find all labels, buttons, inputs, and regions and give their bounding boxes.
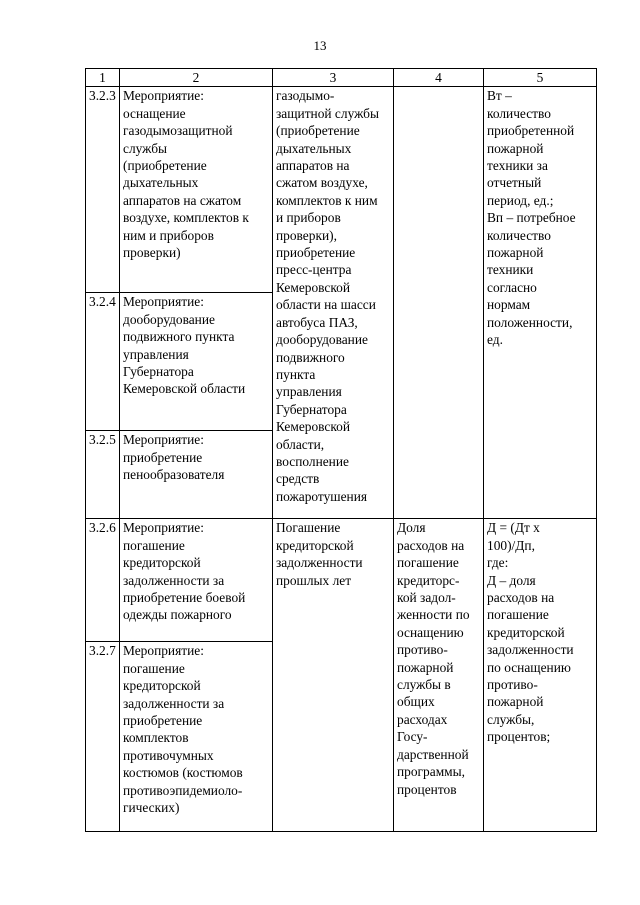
cell-text-line: Госу- bbox=[397, 729, 428, 745]
cell-text-line: пункта bbox=[276, 366, 316, 382]
header-col-1: 1 bbox=[86, 69, 120, 87]
cell-text-line: согласно bbox=[487, 279, 537, 295]
row-number: 3.2.5 bbox=[86, 431, 120, 519]
cell-text-line: приобретение bbox=[123, 449, 203, 465]
cell-text-line: газодымо- bbox=[276, 88, 335, 104]
cell-text-line: погашение bbox=[123, 660, 185, 676]
cell-text-line: пресс-центра bbox=[276, 262, 352, 278]
cell-text-line: прошлых лет bbox=[276, 572, 352, 588]
cell-text-line: гических) bbox=[123, 800, 180, 816]
cell-text-line: костюмов (костюмов bbox=[123, 765, 243, 781]
cell-text-line: процентов; bbox=[487, 729, 551, 745]
cell-text-line: 100)/Дп, bbox=[487, 537, 535, 553]
cell-text-line: дарственной bbox=[397, 746, 469, 762]
cell-text-line: процентов bbox=[397, 781, 457, 797]
cell-text-line: отчетный bbox=[487, 175, 542, 191]
cell-text-line: приобретение bbox=[123, 713, 203, 729]
cell-text-line: техники за bbox=[487, 158, 548, 174]
cell-text-line: женности по bbox=[397, 607, 470, 623]
cell-text-line: Мероприятие: bbox=[123, 520, 204, 536]
cell-text-line: пожарной bbox=[487, 245, 544, 261]
cell-text-line: кредиторской bbox=[276, 537, 354, 553]
measure-description bbox=[120, 519, 273, 642]
cell-text-line: сжатом воздухе, bbox=[276, 175, 368, 191]
cell-text-line: Кемеровской области bbox=[123, 381, 246, 397]
cell-text-line: Мероприятие: bbox=[123, 88, 204, 104]
cell-text-line: Мероприятие: bbox=[123, 432, 204, 448]
cell-text-line: Д = (Дт х bbox=[487, 520, 540, 536]
cell-text-line: проверки) bbox=[123, 245, 181, 261]
group1-col3-cell bbox=[273, 87, 394, 519]
cell-text-line: противо- bbox=[487, 677, 538, 693]
cell-text-line: дооборудование bbox=[123, 311, 215, 327]
cell-text-line: службы bbox=[123, 140, 168, 156]
cell-text-line: управления bbox=[276, 384, 342, 400]
cell-text-line: Мероприятие: bbox=[123, 643, 204, 659]
cell-text-line: приобретенной bbox=[487, 123, 575, 139]
cell-text-line: области на шасси bbox=[276, 297, 376, 313]
cell-text-line: и приборов bbox=[276, 210, 341, 226]
cell-text-line: (приобретение bbox=[276, 123, 360, 139]
cell-text-line: службы в bbox=[397, 677, 451, 693]
header-col-4: 4 bbox=[394, 69, 484, 87]
cell-text-line: Доля bbox=[397, 520, 426, 536]
cell-text-line: (приобретение bbox=[123, 158, 207, 174]
header-row bbox=[86, 69, 597, 87]
cell-text-line: Вт – bbox=[487, 88, 512, 104]
cell-text-line: задолженности за bbox=[123, 695, 225, 711]
cell-text-line: погашение bbox=[487, 607, 549, 623]
page-number: 13 bbox=[313, 38, 327, 53]
cell-text-line: аппаратов на сжатом bbox=[123, 192, 242, 208]
cell-text-line: приобретение боевой bbox=[123, 590, 246, 606]
cell-text-line: расходов на bbox=[397, 537, 465, 553]
cell-text-line: подвижного пункта bbox=[123, 329, 235, 345]
cell-text-line: средств bbox=[276, 471, 320, 487]
cell-text-line: одежды пожарного bbox=[123, 607, 232, 623]
cell-text-line: аппаратов на bbox=[276, 158, 350, 174]
cell-text-line: восполнение bbox=[276, 453, 349, 469]
cell-text-line: приобретение bbox=[276, 245, 356, 261]
cell-text-line: пожарной bbox=[487, 694, 544, 710]
cell-text-line: Губернатора bbox=[276, 401, 347, 417]
cell-text-line: управления bbox=[123, 346, 189, 362]
group1-col4-cell bbox=[394, 87, 484, 519]
row-number: 3.2.4 bbox=[86, 293, 120, 431]
cell-text-line: пожарной bbox=[397, 659, 454, 675]
cell-text-line: автобуса ПАЗ, bbox=[276, 314, 358, 330]
cell-text-line: Д – доля bbox=[487, 572, 536, 588]
cell-text-line: оснащение bbox=[123, 105, 186, 121]
cell-text-line: задолженности за bbox=[123, 572, 225, 588]
cell-text-line: кредиторс- bbox=[397, 572, 460, 588]
cell-text-line: дооборудование bbox=[276, 332, 368, 348]
cell-text-line: проверки), bbox=[276, 227, 337, 243]
measure-description bbox=[120, 293, 273, 431]
row-number: 3.2.6 bbox=[86, 519, 120, 642]
cell-text-line: пенообразователя bbox=[123, 467, 225, 483]
table-row bbox=[86, 519, 597, 642]
cell-text-line: нормам bbox=[487, 297, 531, 313]
header-col-3: 3 bbox=[273, 69, 394, 87]
cell-text-line: кредиторской bbox=[487, 624, 565, 640]
cell-text-line: дыхательных bbox=[123, 175, 199, 191]
cell-text-line: воздухе, комплектов к bbox=[123, 210, 249, 226]
row-number: 3.2.3 bbox=[86, 87, 120, 293]
cell-text-line: ед. bbox=[487, 332, 503, 348]
cell-text-line: Мероприятие: bbox=[123, 294, 204, 310]
cell-text-line: кредиторской bbox=[123, 555, 201, 571]
cell-text-line: количество bbox=[487, 105, 551, 121]
cell-text-line: ним и приборов bbox=[123, 227, 214, 243]
cell-text-line: положенности, bbox=[487, 314, 573, 330]
cell-text-line: дыхательных bbox=[276, 140, 352, 156]
cell-text-line: Губернатора bbox=[123, 364, 194, 380]
header-col-2: 2 bbox=[120, 69, 273, 87]
cell-text-line: Вп – потребное bbox=[487, 210, 576, 226]
measure-description bbox=[120, 642, 273, 832]
cell-text-line: защитной службы bbox=[276, 105, 379, 121]
cell-text-line: расходах bbox=[397, 711, 448, 727]
cell-text-line: кой задол- bbox=[397, 590, 456, 606]
program-measures-table bbox=[85, 68, 597, 832]
cell-text-line: подвижного bbox=[276, 349, 345, 365]
cell-text-line: службы, bbox=[487, 711, 535, 727]
cell-text-line: оснащению bbox=[397, 624, 464, 640]
cell-text-line: противо- bbox=[397, 642, 448, 658]
cell-text-line: пожаротушения bbox=[276, 488, 368, 504]
cell-text-line: области, bbox=[276, 436, 325, 452]
cell-text-line: погашение bbox=[397, 555, 459, 571]
cell-text-line: комплектов к ним bbox=[276, 192, 378, 208]
cell-text-line: противочумных bbox=[123, 747, 214, 763]
table-row bbox=[86, 87, 597, 293]
cell-text-line: задолженности bbox=[487, 642, 574, 658]
header-col-5: 5 bbox=[484, 69, 597, 87]
cell-text-line: задолженности bbox=[276, 555, 363, 571]
group2-col4-cell bbox=[394, 519, 484, 832]
cell-text-line: Погашение bbox=[276, 520, 341, 536]
cell-text-line: Кемеровской bbox=[276, 419, 351, 435]
cell-text-line: где: bbox=[487, 555, 509, 571]
cell-text-line: кредиторской bbox=[123, 678, 201, 694]
cell-text-line: комплектов bbox=[123, 730, 189, 746]
cell-text-line: противоэпидемиоло- bbox=[123, 782, 243, 798]
cell-text-line: расходов на bbox=[487, 590, 555, 606]
group2-col3-cell bbox=[273, 519, 394, 832]
group2-col5-cell bbox=[484, 519, 597, 832]
cell-text-line: по оснащению bbox=[487, 659, 571, 675]
cell-text-line: количество bbox=[487, 227, 551, 243]
cell-text-line: общих bbox=[397, 694, 435, 710]
measure-description bbox=[120, 431, 273, 519]
measure-description bbox=[120, 87, 273, 293]
group1-col5-cell bbox=[484, 87, 597, 519]
cell-text-line: газодымозащитной bbox=[123, 123, 233, 139]
row-number: 3.2.7 bbox=[86, 642, 120, 832]
cell-text-line: техники bbox=[487, 262, 534, 278]
cell-text-line: пожарной bbox=[487, 140, 544, 156]
cell-text-line: Кемеровской bbox=[276, 279, 351, 295]
cell-text-line: период, ед.; bbox=[487, 192, 554, 208]
cell-text-line: программы, bbox=[397, 764, 465, 780]
cell-text-line: погашение bbox=[123, 537, 185, 553]
